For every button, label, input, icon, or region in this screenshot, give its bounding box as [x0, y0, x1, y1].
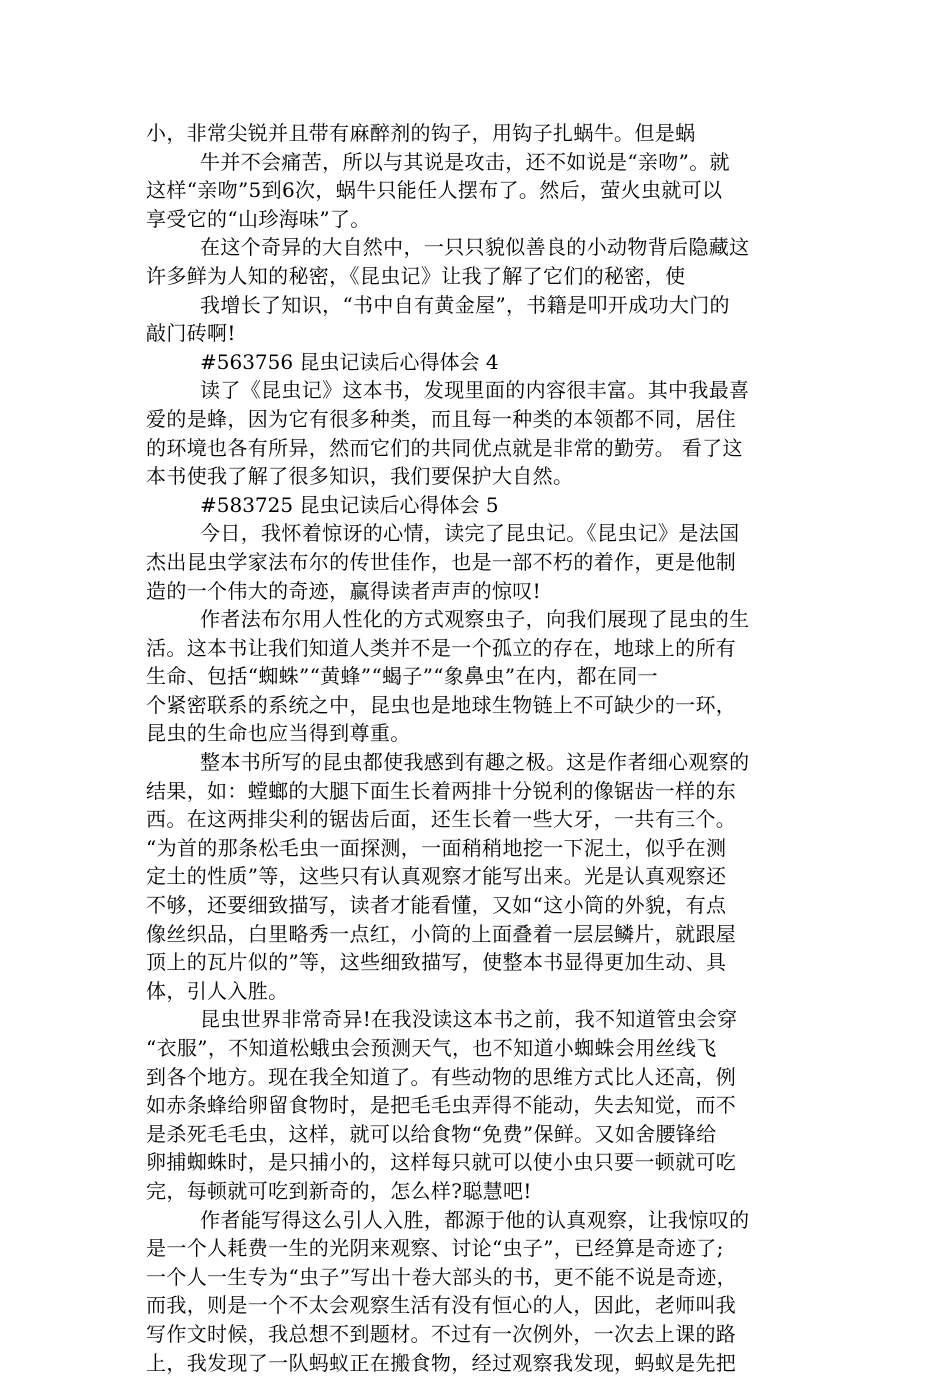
- text-line: 像丝织品，白里略秀一点红，小筒的上面叠着一层层鳞片，就跟屋: [146, 921, 737, 946]
- text-line: 生命、包括“蜘蛛”“黄蜂”“蝎子”“象鼻虫”在内，都在同一: [146, 664, 658, 689]
- text-line: 完，每顿就可吃到新奇的，怎么样?聪慧吧!: [146, 1178, 532, 1203]
- text-line: 敲门砖啊!: [146, 321, 236, 346]
- text-line: 本书使我了解了很多知识，我们要保护大自然。: [146, 464, 574, 489]
- text-line: 写作文时候，我总想不到题材。不过有一次例外，一次去上课的路: [146, 1321, 737, 1346]
- text-line: 是杀死毛毛虫，这样，就可以给食物“免费”保鲜。又如舍腰锋给: [146, 1121, 717, 1146]
- text-line: 今日，我怀着惊讶的心情，读完了昆虫记。《昆虫记》是法国: [200, 521, 740, 546]
- text-line: 在这个奇异的大自然中，一只只貌似善良的小动物背后隐藏这: [200, 235, 750, 260]
- document-page: [146, 119, 826, 1377]
- text-line: 牛并不会痛苦，所以与其说是攻击，还不如说是“亲吻”。就: [200, 149, 730, 174]
- text-line: 而我，则是一个不太会观察生活有没有恒心的人，因此，老师叫我: [146, 1293, 737, 1318]
- text-line: 读了《昆虫记》这本书，发现里面的内容很丰富。其中我最喜: [200, 378, 750, 403]
- text-line: 个紧密联系的系统之中，昆虫也是地球生物链上不可缺少的一环，: [146, 692, 737, 717]
- text-line: 顶上的瓦片似的”等，这些细致描写，使整本书显得更加生动、具: [146, 950, 727, 975]
- text-line: 这样“亲吻”5到6次，蜗牛只能任人摆布了。然后，萤火虫就可以: [146, 178, 723, 203]
- text-line: 上，我发现了一队蚂蚁正在搬食物，经过观察我发现，蚂蚁是先把: [146, 1350, 737, 1375]
- text-line: 体，引人入胜。: [146, 978, 289, 1003]
- text-line: 如赤条蜂给卵留食物时，是把毛毛虫弄得不能动，失去知觉，而不: [146, 1093, 737, 1118]
- text-line: 到各个地方。现在我全知道了。有些动物的思维方式比人还高，例: [146, 1064, 737, 1089]
- text-line: 不够，还要细致描写，读者才能看懂，又如“这小筒的外貌，有点: [146, 893, 727, 918]
- text-line: 活。这本书让我们知道人类并不是一个孤立的存在，地球上的所有: [146, 635, 737, 660]
- text-line: 结果，如：螳螂的大腿下面生长着两排十分锐利的像锯齿一样的东: [146, 778, 737, 803]
- text-line: 昆虫的生命也应当得到尊重。: [146, 721, 411, 746]
- text-line: 的环境也各有所异，然而它们的共同优点就是非常的勤劳。 看了这: [146, 435, 743, 460]
- text-line: 整本书所写的昆虫都使我感到有趣之极。这是作者细心观察的: [200, 750, 750, 775]
- text-line: 西。在这两排尖利的锯齿后面，还生长着一些大牙，一共有三个。: [146, 807, 737, 832]
- section-heading: #583725 昆虫记读后心得体会 5: [200, 492, 499, 517]
- text-line: 我增长了知识，“书中自有黄金屋”，书籍是叩开成功大门的: [200, 292, 730, 317]
- text-line: 爱的是蜂，因为它有很多种类，而且每一种类的本领都不同，居住: [146, 406, 737, 431]
- text-line: 作者法布尔用人性化的方式观察虫子，向我们展现了昆虫的生: [200, 607, 750, 632]
- text-line: 是一个人耗费一生的光阴来观察、讨论“虫子”，已经算是奇迹了;: [146, 1236, 724, 1261]
- text-line: 小，非常尖锐并且带有麻醉剂的钩子，用钩子扎蜗牛。但是蜗: [146, 121, 696, 145]
- text-line: 造的一个伟大的奇迹，赢得读者声声的惊叹!: [146, 578, 542, 603]
- section-heading: #563756 昆虫记读后心得体会 4: [200, 349, 499, 374]
- text-line: 杰出昆虫学家法布尔的传世佳作，也是一部不朽的着作，更是他制: [146, 549, 737, 574]
- text-line: 作者能写得这么引人入胜，都源于他的认真观察，让我惊叹的: [200, 1207, 750, 1232]
- text-line: 卵捕蜘蛛时，是只捕小的，这样每只就可以使小虫只要一顿就可吃: [146, 1150, 737, 1175]
- text-line: 享受它的“山珍海味”了。: [146, 206, 371, 231]
- text-line: “为首的那条松毛虫一面探测，一面稍稍地挖一下泥土，似乎在测: [146, 835, 727, 860]
- text-line: “衣服”，不知道松蛾虫会预测天气，也不知道小蜘蛛会用丝线飞: [146, 1036, 717, 1060]
- text-line: 定土的性质”等，这些只有认真观察才能写出来。光是认真观察还: [146, 864, 727, 889]
- text-line: 昆虫世界非常奇异!在我没读这本书之前，我不知道管虫会穿: [200, 1007, 738, 1032]
- text-line: 许多鲜为人知的秘密，《昆虫记》让我了解了它们的秘密，使: [146, 263, 686, 288]
- text-line: 一个人一生专为“虫子”写出十卷大部头的书，更不能不说是奇迹，: [146, 1264, 737, 1289]
